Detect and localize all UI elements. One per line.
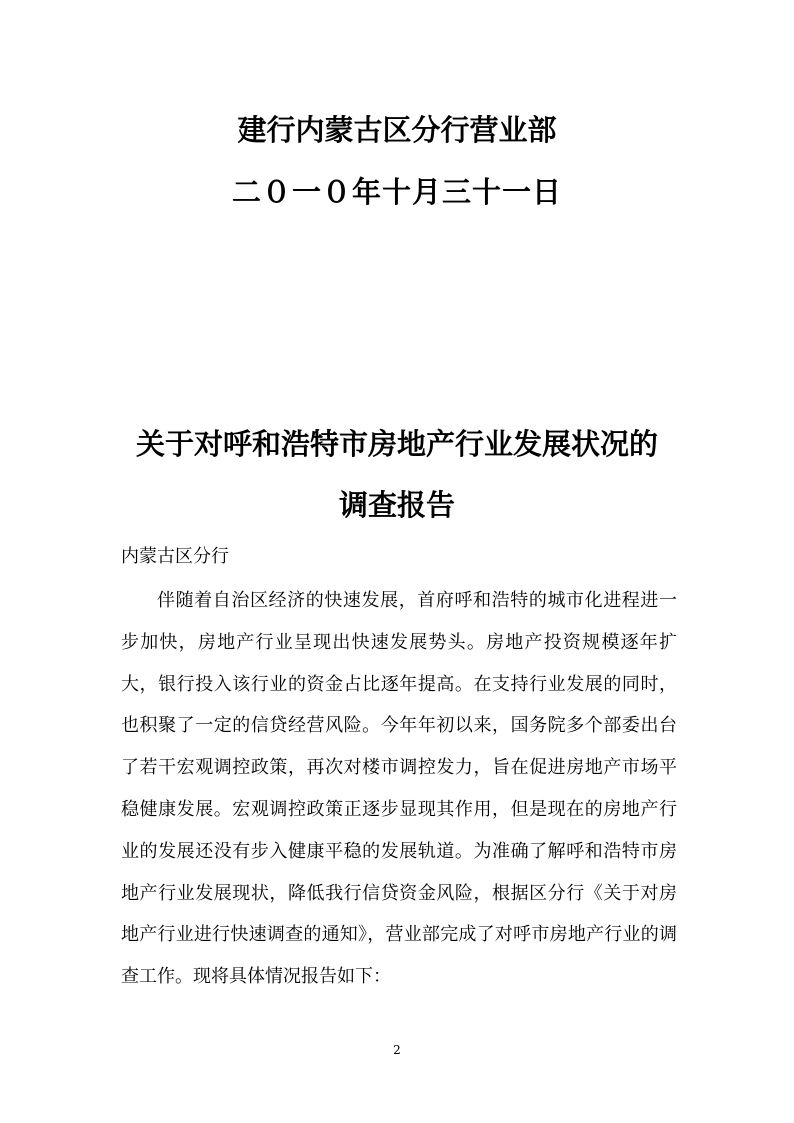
report-from: 内蒙古区分行 [121, 546, 229, 567]
report-title-line1: 关于对呼和浩特市房地产行业发展状况的 [135, 427, 658, 461]
report-title-line2: 调查报告 [338, 488, 455, 522]
page-number: 2 [393, 1043, 401, 1057]
report-paragraph: 伴随着自治区经济的快速发展，首府呼和浩特的城市化进程进一步加快，房地产行业呈现出快速发展势头。房地产投资规模逐年扩大，银行投入该行业的资金占比逐年提高。在支持行业发展的同时，也积聚了一定的信贷经营风险。今年年初以来，国务院多个部委出台了若干宏观调控政策，再次对楼市调控发力，旨在促进房地产市场平稳健康发展。宏观调控政策正逐步显现其作用，但是现在的房地产行业的发展还没有步入健康平稳的发展轨道。为准确了解呼和浩特市房地产行业发展现状，降低我行信贷资金风险，根据区分行《关于对房地产行业进行快速调查的通知》，营业部完成了对呼市房地产行业的调查工作。现将具体情况报告如下： [121, 590, 677, 988]
cover-date: 二０一０年十月三十一日 [231, 175, 562, 209]
cover-organization: 建行内蒙古区分行营业部 [237, 113, 557, 147]
